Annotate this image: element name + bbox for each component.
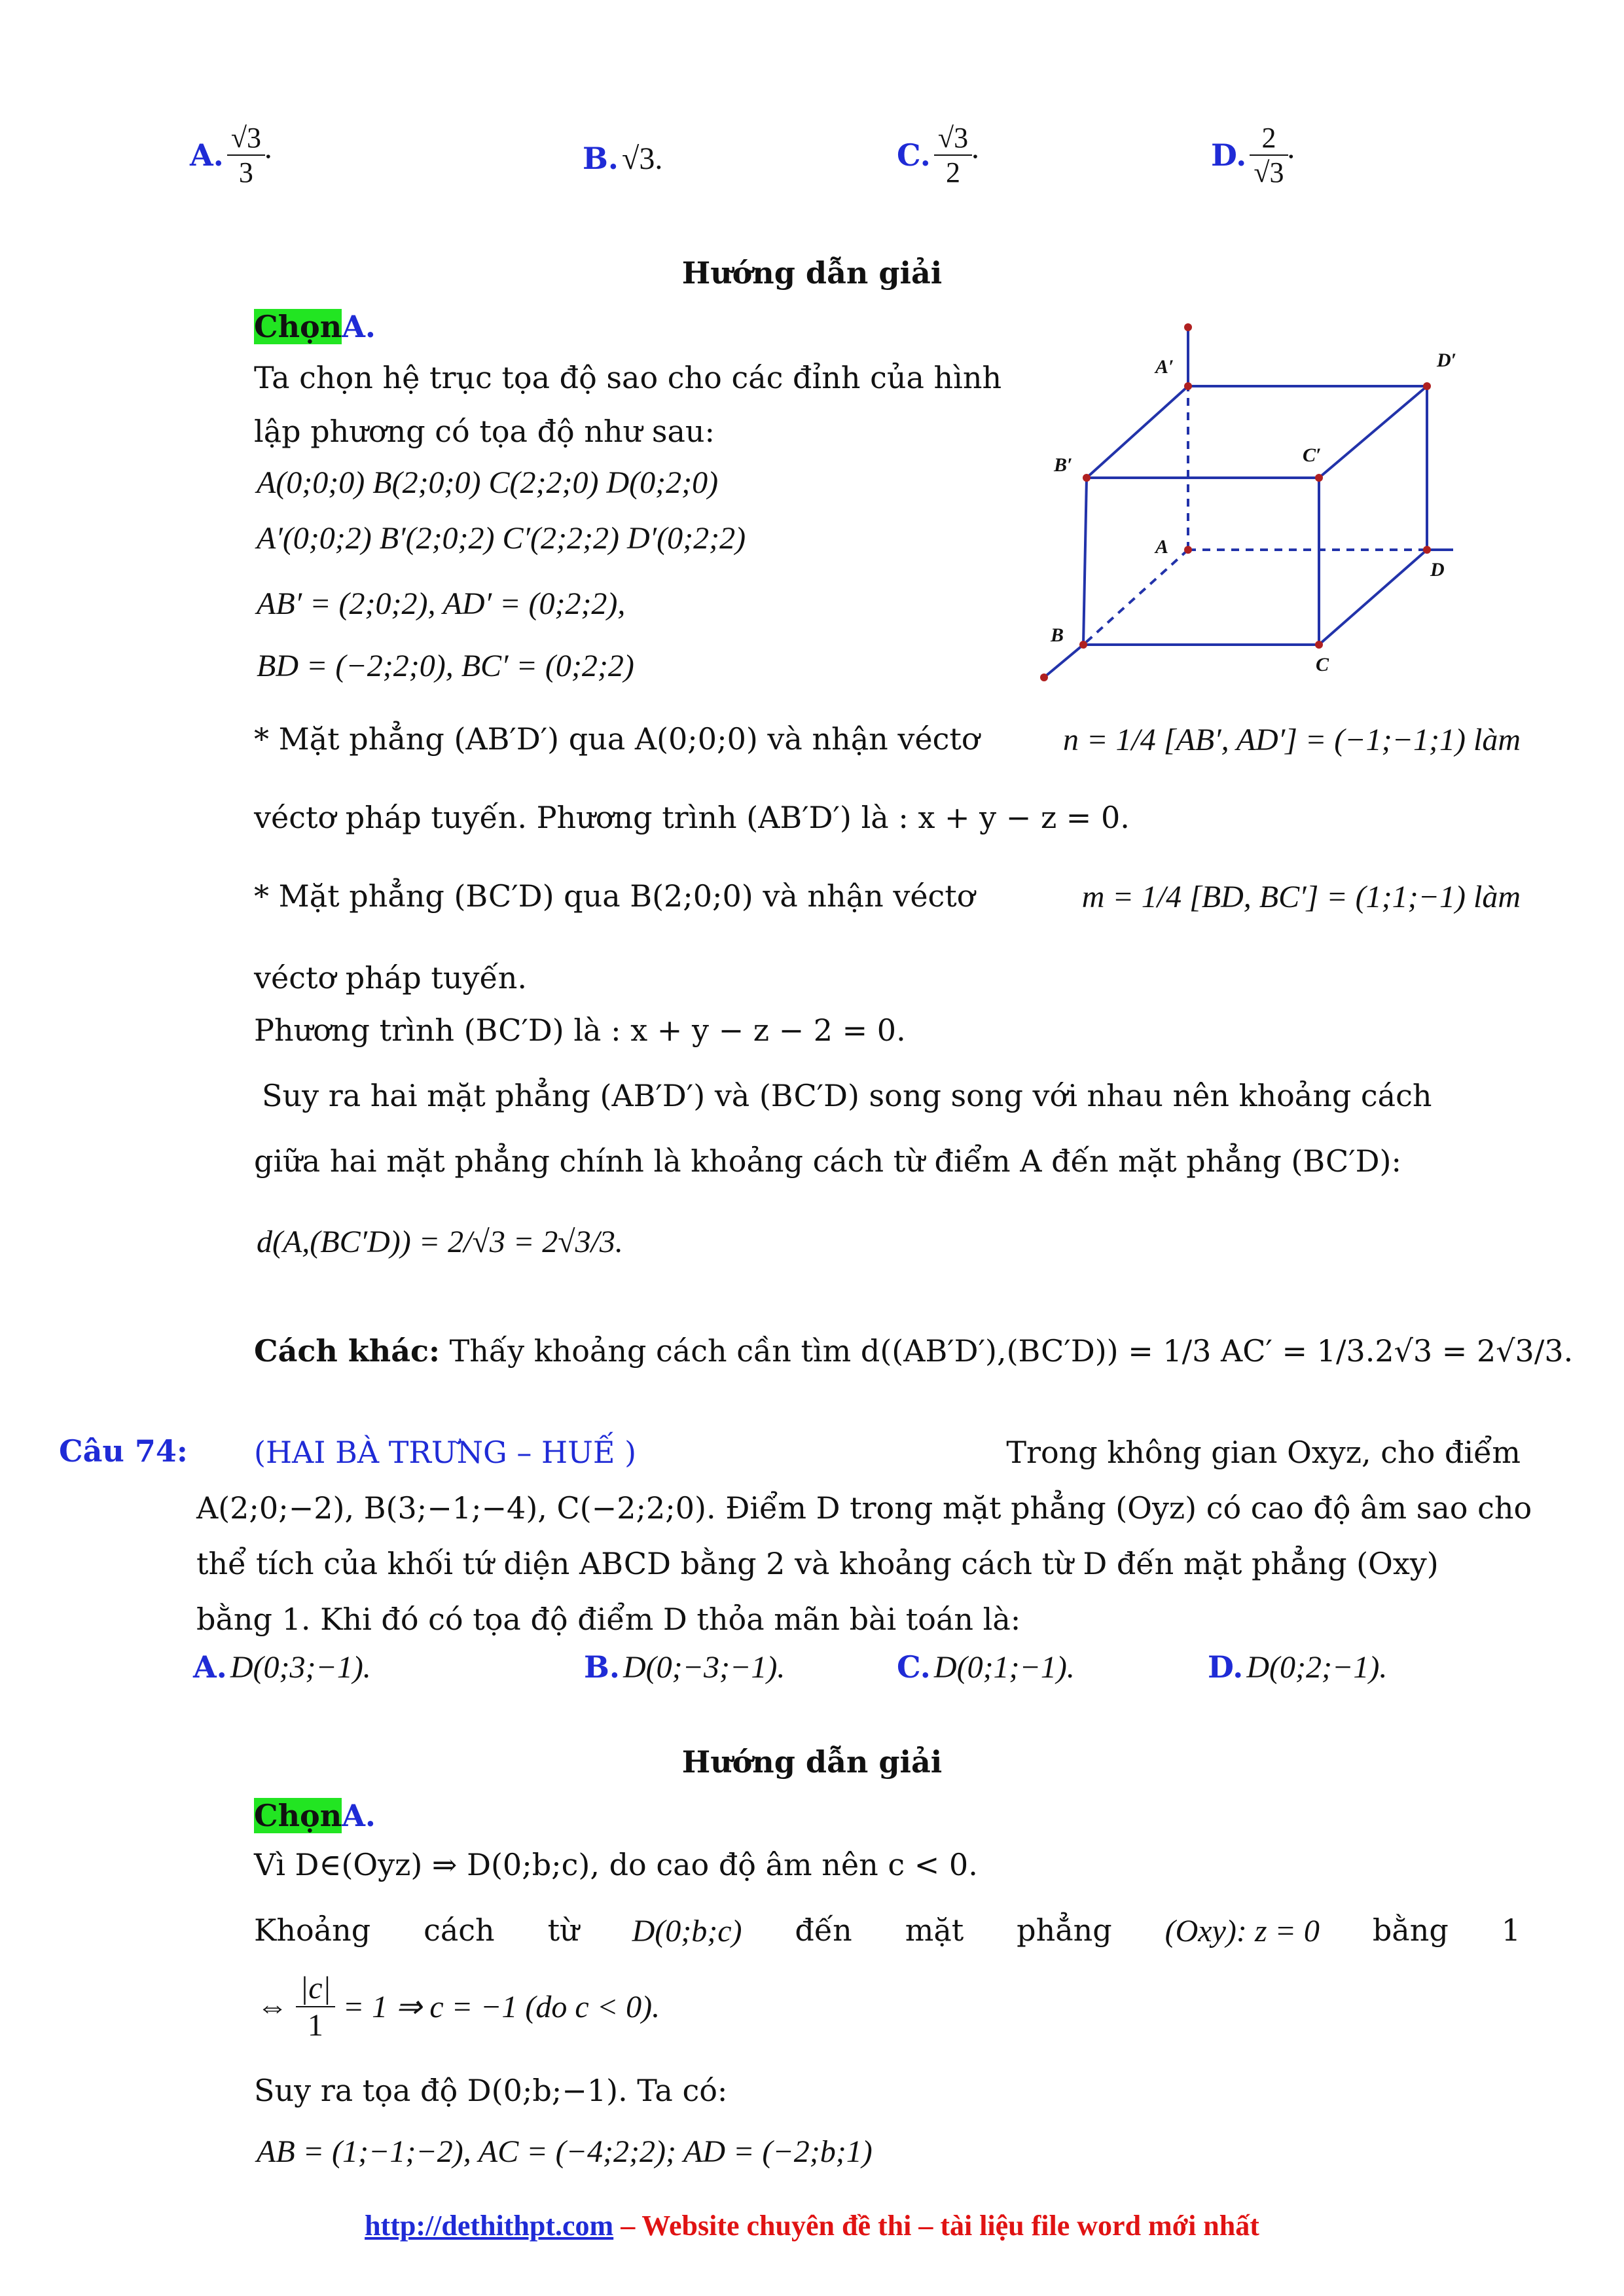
prev-option-d-fraction: $\frac{2}{√3}$ [1250, 121, 1288, 189]
vertex-d [1423, 546, 1431, 554]
edge-ap-bp [1087, 386, 1188, 478]
option-d-value: D(0;2;−1). [1246, 1650, 1388, 1685]
page-footer [0, 2209, 1624, 2242]
question-source: (HAI BÀ TRƯNG – HUẾ ) [254, 1435, 637, 1470]
solution-2-line-2: Khoảng cách từ D(0;b;c) đến mặt phẳng (Oxy): z = 0 bằng 1 [254, 1912, 1521, 1948]
vertex-b-ext [1040, 673, 1048, 681]
plane-2-line-2: véctơ pháp tuyến. [254, 960, 527, 996]
alternative-method [254, 1332, 1573, 1371]
option-c-value: D(0;1;−1). [933, 1650, 1075, 1685]
solution-2-heading: Hướng dẫn giải [681, 1744, 943, 1780]
footer-text: – Website chuyên đề thi – tài liệu file word mới nhất [613, 2210, 1259, 2242]
choose-letter: A. [342, 309, 376, 344]
option-a[interactable]: A. D(0;3;−1). [193, 1649, 371, 1685]
prev-option-d: D. $\frac{2}{√3}$ . [1211, 122, 1296, 188]
label-bp: B′ [1054, 454, 1073, 476]
label-dp: D′ [1437, 350, 1457, 371]
conclusion-line-2: giữa hai mặt phẳng chính là khoảng cách từ điểm A đến mặt phẳng (BC′D): [254, 1143, 1401, 1179]
plane-1-normal-vector: n = 1/4 [AB′, AD′] = (−1;−1;1) làm [1063, 723, 1521, 757]
plane-1-text: * Mặt phẳng (AB′D′) qua A(0;0;0) và nhận véctơ [254, 721, 980, 757]
prev-option-b-value: √3. [622, 141, 663, 176]
edge-a-b-hidden [1083, 550, 1188, 645]
vectors-line-1: AB′ = (2;0;2), AD′ = (0;2;2), [257, 586, 626, 621]
vertex-ap [1184, 382, 1192, 390]
prev-option-b-label: B. [583, 141, 619, 176]
solution-2-line-4: Suy ra tọa độ D(0;b;−1). Ta có: [254, 2073, 728, 2108]
plane-1-line-1 [254, 720, 1521, 761]
plane-2-normal-vector: m = 1/4 [BD, BC′] = (1;1;−1) làm [1081, 880, 1521, 914]
coords-line-1: A(0;0;0) B(2;0;0) C(2;2;0) D(0;2;0) [257, 465, 719, 500]
vertex-dp [1423, 382, 1431, 390]
abs-c-fraction: $\frac{|c|}{1}$ [296, 1970, 335, 2043]
intro-line-2: lập phương có tọa độ như sau: [254, 414, 715, 449]
edge-b-ext [1044, 645, 1083, 677]
label-d: D [1430, 559, 1445, 581]
option-a-value: D(0;3;−1). [230, 1650, 371, 1685]
solution-2-line-1: Vì D∈(Oyz) ⇒ D(0;b;c), do cao độ âm nên c < 0. [254, 1847, 978, 1882]
prev-option-a-label: A. [190, 137, 224, 173]
alt-text: Thấy khoảng cách cần tìm d((AB′D′),(BC′D)) = 1/3 AC′ = 1/3.2√3 = 2√3/3. [449, 1333, 1574, 1369]
prev-option-a: A. $\frac{√3}{3}$ . [190, 122, 273, 188]
question-line-4: bằng 1. Khi đó có tọa độ điểm D thỏa mãn bài toán là: [196, 1602, 1021, 1637]
question-line-1 [254, 1433, 1521, 1473]
solution-2-choice [254, 1797, 376, 1836]
vertex-bp [1083, 474, 1091, 482]
vertex-cp [1315, 474, 1323, 482]
plane-2-line-1 [254, 877, 1521, 918]
choose-highlight: Chọn [254, 309, 342, 344]
vertex-a [1184, 546, 1192, 554]
label-b: B [1051, 624, 1064, 646]
solution-1-heading: Hướng dẫn giải [681, 255, 943, 291]
option-c[interactable]: C. D(0;1;−1). [897, 1649, 1075, 1685]
solution-1-choice [254, 308, 376, 347]
option-b[interactable]: B. D(0;−3;−1). [584, 1649, 785, 1685]
question-options [193, 1649, 1437, 1695]
plane-1-line-2: véctơ pháp tuyến. Phương trình (AB′D′) là : x + y − z = 0. [254, 800, 1130, 835]
footer-link[interactable]: http://dethithpt.com [365, 2210, 614, 2242]
label-c: C [1316, 654, 1329, 675]
solution-2-line-5: AB = (1;−1;−2), AC = (−4;2;2); AD = (−2;b;1) [257, 2134, 873, 2169]
distance-formula: d(A,(BC′D)) = 2/√3 = 2√3/3. [257, 1225, 623, 1259]
choose-letter-2: A. [342, 1798, 376, 1833]
prev-option-a-fraction: $\frac{√3}{3}$ [227, 121, 265, 189]
choose-highlight-2: Chọn [254, 1798, 342, 1833]
edge-c-d [1319, 550, 1427, 645]
prev-options [190, 121, 1342, 213]
prev-option-c: C. $\frac{√3}{2}$ . [897, 122, 981, 188]
vectors-line-2: BD = (−2;2;0), BC′ = (0;2;2) [257, 649, 634, 683]
prev-option-b [583, 141, 662, 177]
edge-dp-cp [1319, 386, 1427, 478]
intro-line-1: Ta chọn hệ trục tọa độ sao cho các đỉnh của hình [254, 360, 1002, 395]
coords-line-2: A′(0;0;2) B′(2;0;2) C′(2;2;2) D′(0;2;2) [257, 521, 746, 556]
question-line-3: thể tích của khối tứ diện ABCD bằng 2 và khoảng cách từ D đến mặt phẳng (Oxy) [196, 1546, 1439, 1581]
vertex-top-ext [1184, 323, 1192, 331]
prev-option-c-label: C. [897, 137, 931, 173]
prev-option-d-label: D. [1211, 137, 1247, 173]
label-cp: C′ [1303, 444, 1322, 466]
solution-2-line-3: ⇔ $\frac{|c|}{1}$ = 1 ⇒ c = −1 (do c < 0). [257, 1971, 660, 2043]
option-b-value: D(0;−3;−1). [623, 1650, 785, 1685]
question-line-1-rest: Trong không gian Oxyz, cho điểm [1006, 1435, 1521, 1470]
vertex-c [1315, 641, 1323, 649]
plane-2-text: * Mặt phẳng (BC′D) qua B(2;0;0) và nhận véctơ [254, 878, 975, 914]
alt-label: Cách khác: [254, 1333, 440, 1369]
plane-2-line-3: Phương trình (BC′D) là : x + y − z − 2 = 0. [254, 1013, 906, 1048]
option-d[interactable]: D. D(0;2;−1). [1208, 1649, 1388, 1685]
conclusion-line-1: Suy ra hai mặt phẳng (AB′D′) và (BC′D) song song với nhau nên khoảng cách [262, 1078, 1432, 1113]
vertex-b [1079, 641, 1087, 649]
edge-bp-b [1083, 478, 1087, 645]
question-number: Câu 74: [59, 1433, 188, 1469]
cube-figure [1021, 314, 1519, 694]
prev-option-c-fraction: $\frac{√3}{2}$ [934, 121, 972, 189]
label-a: A [1155, 536, 1169, 558]
question-line-2: A(2;0;−2), B(3;−1;−4), C(−2;2;0). Điểm D trong mặt phẳng (Oyz) có cao độ âm sao cho [196, 1490, 1532, 1526]
label-ap: A′ [1155, 356, 1174, 378]
